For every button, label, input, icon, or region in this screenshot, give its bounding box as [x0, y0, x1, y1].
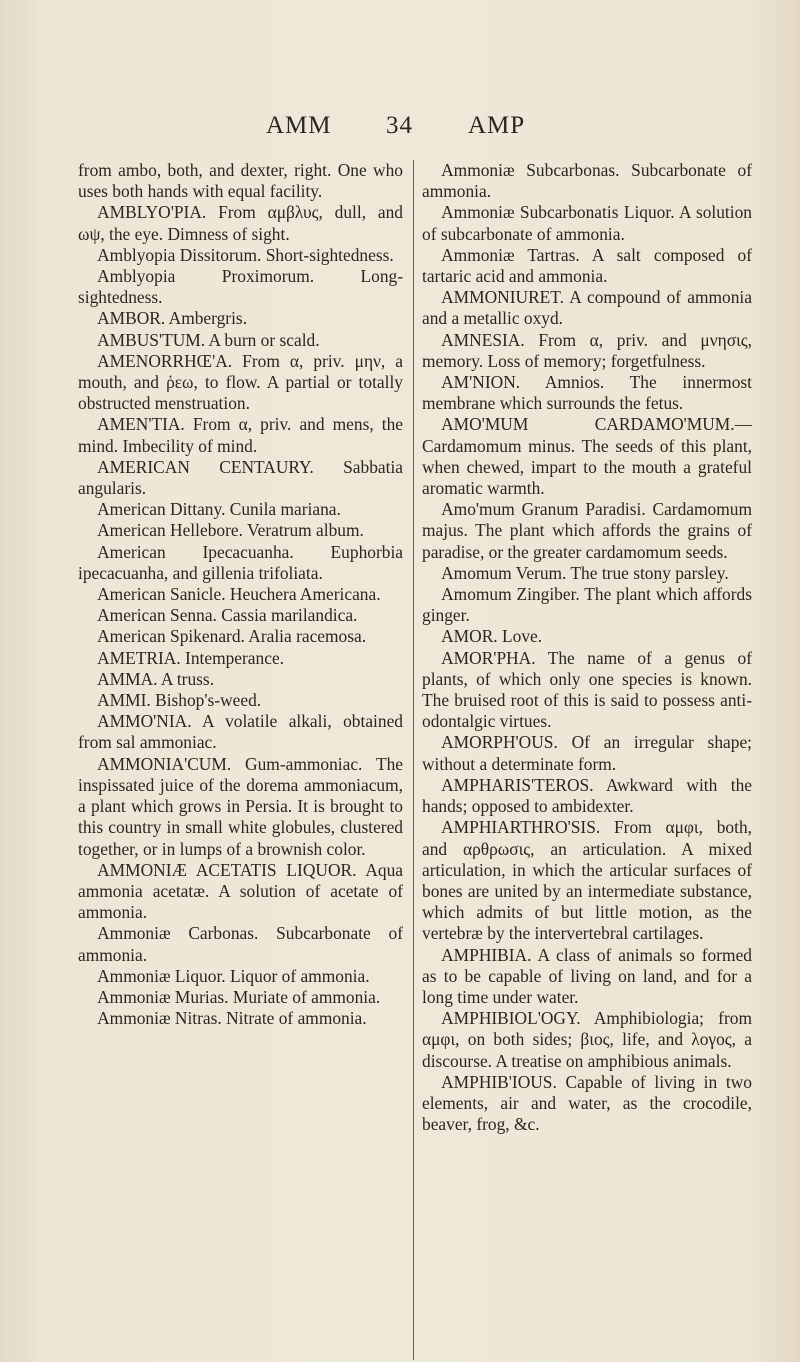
dictionary-entry: AMBOR. Ambergris. [97, 308, 248, 329]
dictionary-entry: American Ipecacuanha. Euphorbia ipecacuanha, and gillenia trifoliata. [78, 541, 403, 583]
dictionary-entry: Ammoniæ Nitras. Nitrate of ammonia. [97, 1008, 367, 1029]
dictionary-entry: Amo'mum Granum Paradisi. Cardamomum majus. The plant which affords the grains of paradise, or the greater cardamomum seeds. [422, 499, 752, 562]
dictionary-entry: Ammoniæ Liquor. Liquor of ammonia. [97, 965, 370, 986]
dictionary-entry: AMPHIBIOL'OGY. Amphibiologia; from αμφι, on both sides; βιος, life, and λογος, a discourse. A treatise on amphibious animals. [422, 1008, 752, 1071]
dictionary-entry: Amblyopia Dissitorum. Short-sightedness. [97, 244, 394, 265]
right-column [422, 160, 752, 1135]
dictionary-entry: AMOR. Love. [441, 626, 543, 647]
dictionary-entry: Amomum Verum. The true stony parsley. [441, 562, 729, 583]
dictionary-entry: AMENORRHŒ'A. From α, priv. μην, a mouth, and ῥεω, to flow. A partial or totally obstructed menstruation. [78, 350, 403, 414]
dictionary-entry: AMMONIÆ ACETATIS LIQUOR. Aqua ammonia acetatæ. A solution of acetate of ammonia. [78, 859, 403, 923]
dictionary-entry: Amblyopia Proximorum. Long-sightedness. [78, 266, 403, 308]
dictionary-entry: AMMONIA'CUM. Gum-ammoniac. The inspissated juice of the dorema ammoniacum, a plant which grows in Persia. It is brought to this country in small white globules, clustered together, or in lumps of a brownish color. [78, 753, 403, 859]
dictionary-entry: Ammoniæ Murias. Muriate of ammonia. [97, 986, 381, 1007]
dictionary-entry: AMPHARIS'TEROS. Awkward with the hands; opposed to ambidexter. [422, 774, 752, 817]
dictionary-entry: American Hellebore. Veratrum album. [97, 520, 364, 541]
dictionary-entry: AMMONIURET. A compound of ammonia and a metallic oxyd. [422, 287, 752, 329]
header-left-guideword: AMM [266, 112, 332, 139]
dictionary-entry: Amomum Zingiber. The plant which affords ginger. [422, 584, 752, 626]
dictionary-entry: American Sanicle. Heuchera Americana. [97, 584, 381, 605]
dictionary-entry: AMORPH'OUS. Of an irregular shape; without a determinate form. [422, 732, 752, 774]
dictionary-entry: AMO'MUM CARDAMO'MUM.— Cardamomum minus. The seeds of this plant, when chewed, impart to the mouth a grateful aromatic warmth. [422, 414, 752, 499]
dictionary-entry: AM'NION. Amnios. The innermost membrane which surrounds the fetus. [422, 372, 752, 414]
dictionary-entry: AMPHIB'IOUS. Capable of living in two elements, air and water, as the crocodile, beaver, frog, &c. [422, 1071, 752, 1135]
dictionary-entry: AMMO'NIA. A volatile alkali, obtained from sal ammoniac. [78, 711, 403, 753]
dictionary-entry: AMBUS'TUM. A burn or scald. [97, 329, 320, 350]
dictionary-entry: American Senna. Cassia marilandica. [97, 605, 358, 626]
dictionary-entry: Ammoniæ Tartras. A salt composed of tartaric acid and ammonia. [422, 244, 752, 287]
dictionary-entry: AMBLYO'PIA. From αμβλυς, dull, and ωψ, the eye. Dimness of sight. [78, 202, 403, 244]
dictionary-entry: Ammoniæ Carbonas. Subcarbonate of ammonia. [78, 923, 403, 965]
left-column [78, 160, 403, 1029]
dictionary-entry: AMOR'PHA. The name of a genus of plants, of which only one species is known. The bruised root of this is said to possess anti-odontalgic virtues. [422, 647, 752, 732]
running-header [0, 112, 800, 152]
dictionary-entry: AMPHIARTHRO'SIS. From αμφι, both, and αρθρωσις, an articulation. A mixed articulation, in which the articular surfaces of bones are united by an intermediate substance, which admits of but little motion, as the vertebræ by the intervertebral cartilages. [422, 817, 752, 944]
dictionary-entry: AMEN'TIA. From α, priv. and mens, the mind. Imbecility of mind. [78, 414, 403, 456]
dictionary-entry: Ammoniæ Subcarbonatis Liquor. A solution of subcarbonate of ammonia. [422, 202, 752, 244]
page-number: 34 [386, 112, 413, 139]
dictionary-entry: AMPHIBIA. A class of animals so formed as to be capable of living on land, and for a long time under water. [422, 944, 752, 1007]
dictionary-entry: Ammoniæ Subcarbonas. Subcarbonate of ammonia. [422, 160, 752, 202]
dictionary-entry: AMETRIA. Intemperance. [97, 647, 285, 668]
dictionary-entry: from ambo, both, and dexter, right. One who uses both hands with equal facility. [78, 160, 403, 202]
column-divider [413, 160, 414, 1360]
dictionary-entry: American Dittany. Cunila mariana. [97, 499, 341, 520]
dictionary-entry: AMERICAN CENTAURY. Sabbatia angularis. [78, 456, 403, 499]
dictionary-entry: AMMI. Bishop's-weed. [97, 690, 262, 711]
header-right-guideword: AMP [468, 112, 526, 139]
dictionary-entry: AMMA. A truss. [97, 668, 215, 689]
dictionary-entry: American Spikenard. Aralia racemosa. [97, 626, 367, 647]
dictionary-entry: AMNESIA. From α, priv. and μνησις, memory. Loss of memory; forgetfulness. [422, 329, 752, 371]
